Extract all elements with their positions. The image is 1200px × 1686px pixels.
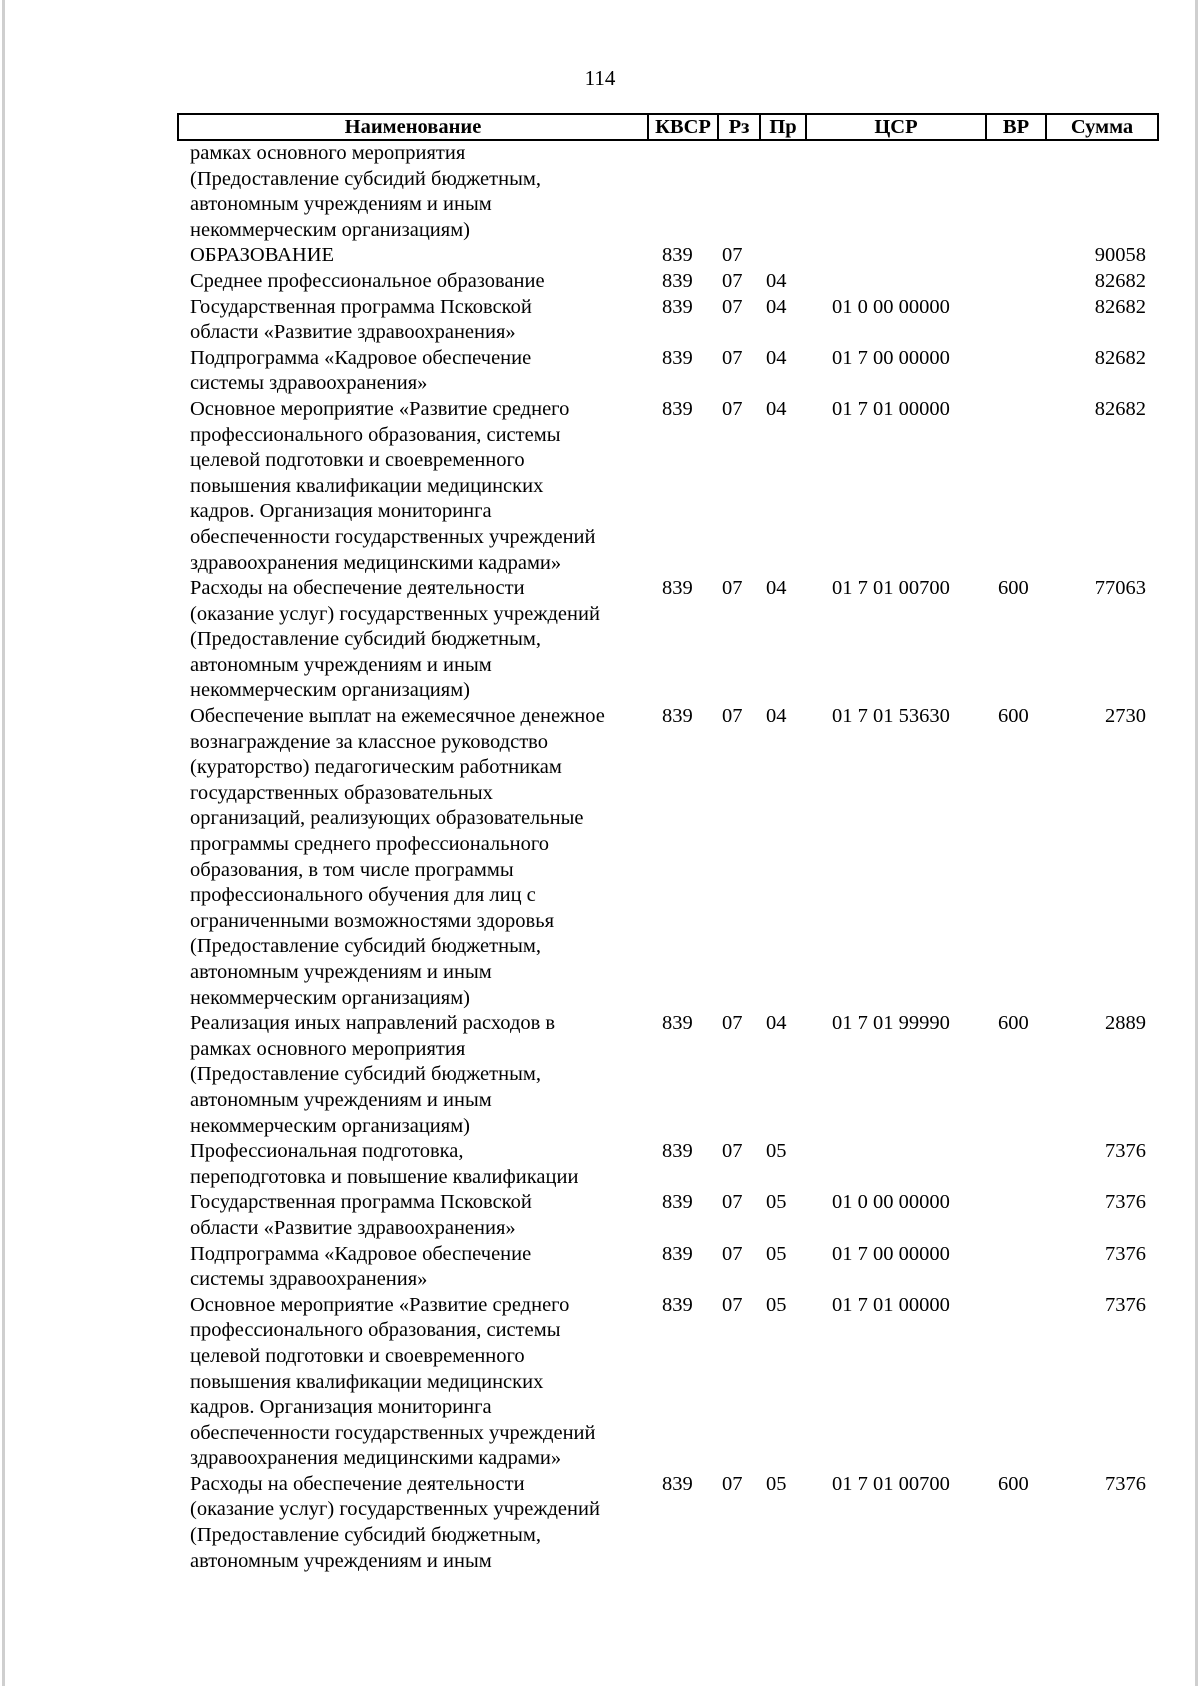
- rz-cell: 07: [722, 705, 743, 728]
- rz-cell: [718, 140, 760, 243]
- rz-cell: 07: [722, 1191, 743, 1214]
- sum-cell: 82682: [1094, 269, 1146, 292]
- name-cell: Расходы на обеспечение деятельности (оказание услуг) государственных учреждений (Предоставление субсидий бюджетным, автономным учреждениям и иным некоммерческим организациям): [190, 577, 600, 702]
- scan-edge-right: [1195, 0, 1198, 1686]
- pr-cell: 05: [766, 1140, 787, 1163]
- vr-cell: [986, 1139, 1046, 1190]
- name-cell: Среднее профессиональное образование: [190, 269, 545, 292]
- kvsr-cell: 839: [662, 1472, 693, 1495]
- kvsr-cell: 839: [662, 346, 693, 369]
- table-row: [178, 704, 1158, 1011]
- sum-cell: 77063: [1094, 577, 1146, 600]
- sum-cell: 2730: [1105, 705, 1146, 728]
- pr-cell: 05: [766, 1191, 787, 1214]
- kvsr-cell: 839: [662, 244, 693, 267]
- table-row: [178, 576, 1158, 704]
- kvsr-cell: 839: [662, 1191, 693, 1214]
- kvsr-cell: 839: [662, 397, 693, 420]
- sum-cell: 7376: [1105, 1140, 1146, 1163]
- header-pr: Пр: [760, 114, 806, 140]
- table-row: [178, 1139, 1158, 1190]
- vr-cell: [986, 1293, 1046, 1472]
- vr-cell: [986, 295, 1046, 346]
- rz-cell: 07: [722, 1472, 743, 1495]
- pr-cell: 05: [766, 1293, 787, 1316]
- vr-cell: [986, 397, 1046, 576]
- vr-cell: [986, 140, 1046, 243]
- csr-cell: [806, 140, 986, 243]
- header-sum: Сумма: [1046, 114, 1158, 140]
- vr-cell: 600: [998, 577, 1029, 600]
- csr-cell: [806, 243, 986, 269]
- csr-cell: 01 7 01 99990: [832, 1012, 950, 1035]
- sum-cell: 7376: [1105, 1472, 1146, 1495]
- header-vr: ВР: [986, 114, 1046, 140]
- pr-cell: 04: [766, 269, 787, 292]
- rz-cell: 07: [722, 577, 743, 600]
- scan-edge-left: [2, 0, 5, 1686]
- kvsr-cell: 839: [662, 705, 693, 728]
- sum-cell: 90058: [1094, 244, 1146, 267]
- table-row: [178, 397, 1158, 576]
- page-number: 114: [584, 66, 616, 90]
- rz-cell: 07: [722, 1140, 743, 1163]
- pr-cell: 05: [766, 1472, 787, 1495]
- vr-cell: 600: [998, 1012, 1029, 1035]
- pr-cell: 05: [766, 1242, 787, 1265]
- rz-cell: 07: [722, 1293, 743, 1316]
- pr-cell: 04: [766, 346, 787, 369]
- sum-cell: 82682: [1094, 397, 1146, 420]
- rz-cell: 07: [722, 295, 743, 318]
- table-row: [178, 1190, 1158, 1241]
- name-cell: Подпрограмма «Кадровое обеспечение системы здравоохранения»: [190, 1242, 532, 1291]
- sum-cell: 2889: [1105, 1012, 1146, 1035]
- rz-cell: 07: [722, 1242, 743, 1265]
- kvsr-cell: [648, 140, 718, 243]
- csr-cell: 01 7 01 00700: [832, 1472, 950, 1495]
- rz-cell: 07: [722, 269, 743, 292]
- rz-cell: 07: [722, 346, 743, 369]
- vr-cell: [986, 269, 1046, 295]
- kvsr-cell: 839: [662, 1012, 693, 1035]
- table-row: [178, 1293, 1158, 1472]
- table-row: [178, 243, 1158, 269]
- csr-cell: [806, 269, 986, 295]
- table-row: [178, 140, 1158, 243]
- header-rz: Рз: [718, 114, 760, 140]
- pr-cell: 04: [766, 705, 787, 728]
- sum-cell: 7376: [1105, 1242, 1146, 1265]
- table-row: [178, 269, 1158, 295]
- pr-cell: [760, 140, 806, 243]
- sum-cell: [1046, 140, 1158, 243]
- name-cell: Обеспечение выплат на ежемесячное денежное вознаграждение за классное руководство (кураторство) педагогическим работникам государственных образовательных организаций, реализующих образовательные программы среднего профессионального образования, в том числе программы профессионального обучения для лиц с ограниченными возможностями здоровья (Предоставление субсидий бюджетным, автономным учреждениям и иным некоммерческим организациям): [190, 705, 605, 1009]
- vr-cell: [986, 1190, 1046, 1241]
- sum-cell: 7376: [1105, 1191, 1146, 1214]
- table-row: [178, 1242, 1158, 1293]
- csr-cell: 01 7 01 00700: [832, 577, 950, 600]
- table-row: [178, 1011, 1158, 1139]
- csr-cell: 01 7 00 00000: [832, 1242, 950, 1265]
- header-name: Наименование: [178, 114, 648, 140]
- vr-cell: [986, 243, 1046, 269]
- name-cell: ОБРАЗОВАНИЕ: [190, 244, 335, 267]
- sum-cell: 82682: [1094, 295, 1146, 318]
- sum-cell: 82682: [1094, 346, 1146, 369]
- name-cell: Основное мероприятие «Развитие среднего профессионального образования, системы целевой подготовки и своевременного повышения квалификации медицинских кадров. Организация мониторинга обеспеченности государственных учреждений здравоохранения медицинскими кадрами»: [190, 1293, 596, 1470]
- vr-cell: [986, 1242, 1046, 1293]
- table-body: [178, 140, 1158, 1574]
- kvsr-cell: 839: [662, 1293, 693, 1316]
- budget-table: [177, 113, 1159, 1574]
- csr-cell: 01 0 00 00000: [832, 1191, 950, 1214]
- name-cell: Профессиональная подготовка, переподготовка и повышение квалификации: [190, 1140, 579, 1188]
- name-cell: Расходы на обеспечение деятельности (оказание услуг) государственных учреждений (Предоставление субсидий бюджетным, автономным учреждениям и иным: [190, 1472, 600, 1572]
- rz-cell: 07: [722, 1012, 743, 1035]
- pr-cell: 04: [766, 397, 787, 420]
- name-cell: Подпрограмма «Кадровое обеспечение системы здравоохранения»: [190, 346, 532, 395]
- sum-cell: 7376: [1105, 1293, 1146, 1316]
- kvsr-cell: 839: [662, 269, 693, 292]
- name-cell: Государственная программа Псковской области «Развитие здравоохранения»: [190, 1191, 532, 1239]
- table-row: [178, 346, 1158, 397]
- kvsr-cell: 839: [662, 577, 693, 600]
- csr-cell: 01 7 00 00000: [832, 346, 950, 369]
- vr-cell: 600: [998, 1472, 1029, 1495]
- csr-cell: 01 7 01 00000: [832, 397, 950, 420]
- csr-cell: 01 0 00 00000: [832, 295, 950, 318]
- table-header: [178, 114, 1158, 140]
- header-csr: ЦСР: [806, 114, 986, 140]
- pr-cell: [760, 243, 806, 269]
- name-cell: Государственная программа Псковской области «Развитие здравоохранения»: [190, 295, 532, 344]
- csr-cell: 01 7 01 00000: [832, 1293, 950, 1316]
- name-cell: Основное мероприятие «Развитие среднего профессионального образования, системы целевой подготовки и своевременного повышения квалификации медицинских кадров. Организация мониторинга обеспеченности государственных учреждений здравоохранения медицинскими кадрами»: [190, 397, 596, 574]
- name-cell: Реализация иных направлений расходов в рамках основного мероприятия (Предоставление субсидий бюджетным, автономным учреждениям и иным некоммерческим организациям): [190, 1012, 556, 1137]
- csr-cell: 01 7 01 53630: [832, 705, 950, 728]
- header-kvsr: КВСР: [648, 114, 718, 140]
- table-row: [178, 1472, 1158, 1574]
- rz-cell: 07: [722, 397, 743, 420]
- name-cell: рамках основного мероприятия (Предоставление субсидий бюджетным, автономным учреждениям и иным некоммерческим организациям): [190, 142, 541, 241]
- pr-cell: 04: [766, 1012, 787, 1035]
- kvsr-cell: 839: [662, 295, 693, 318]
- kvsr-cell: 839: [662, 1242, 693, 1265]
- pr-cell: 04: [766, 577, 787, 600]
- pr-cell: 04: [766, 295, 787, 318]
- table-row: [178, 295, 1158, 346]
- vr-cell: [986, 346, 1046, 397]
- vr-cell: 600: [998, 705, 1029, 728]
- kvsr-cell: 839: [662, 1140, 693, 1163]
- rz-cell: 07: [722, 244, 743, 267]
- csr-cell: [806, 1139, 986, 1190]
